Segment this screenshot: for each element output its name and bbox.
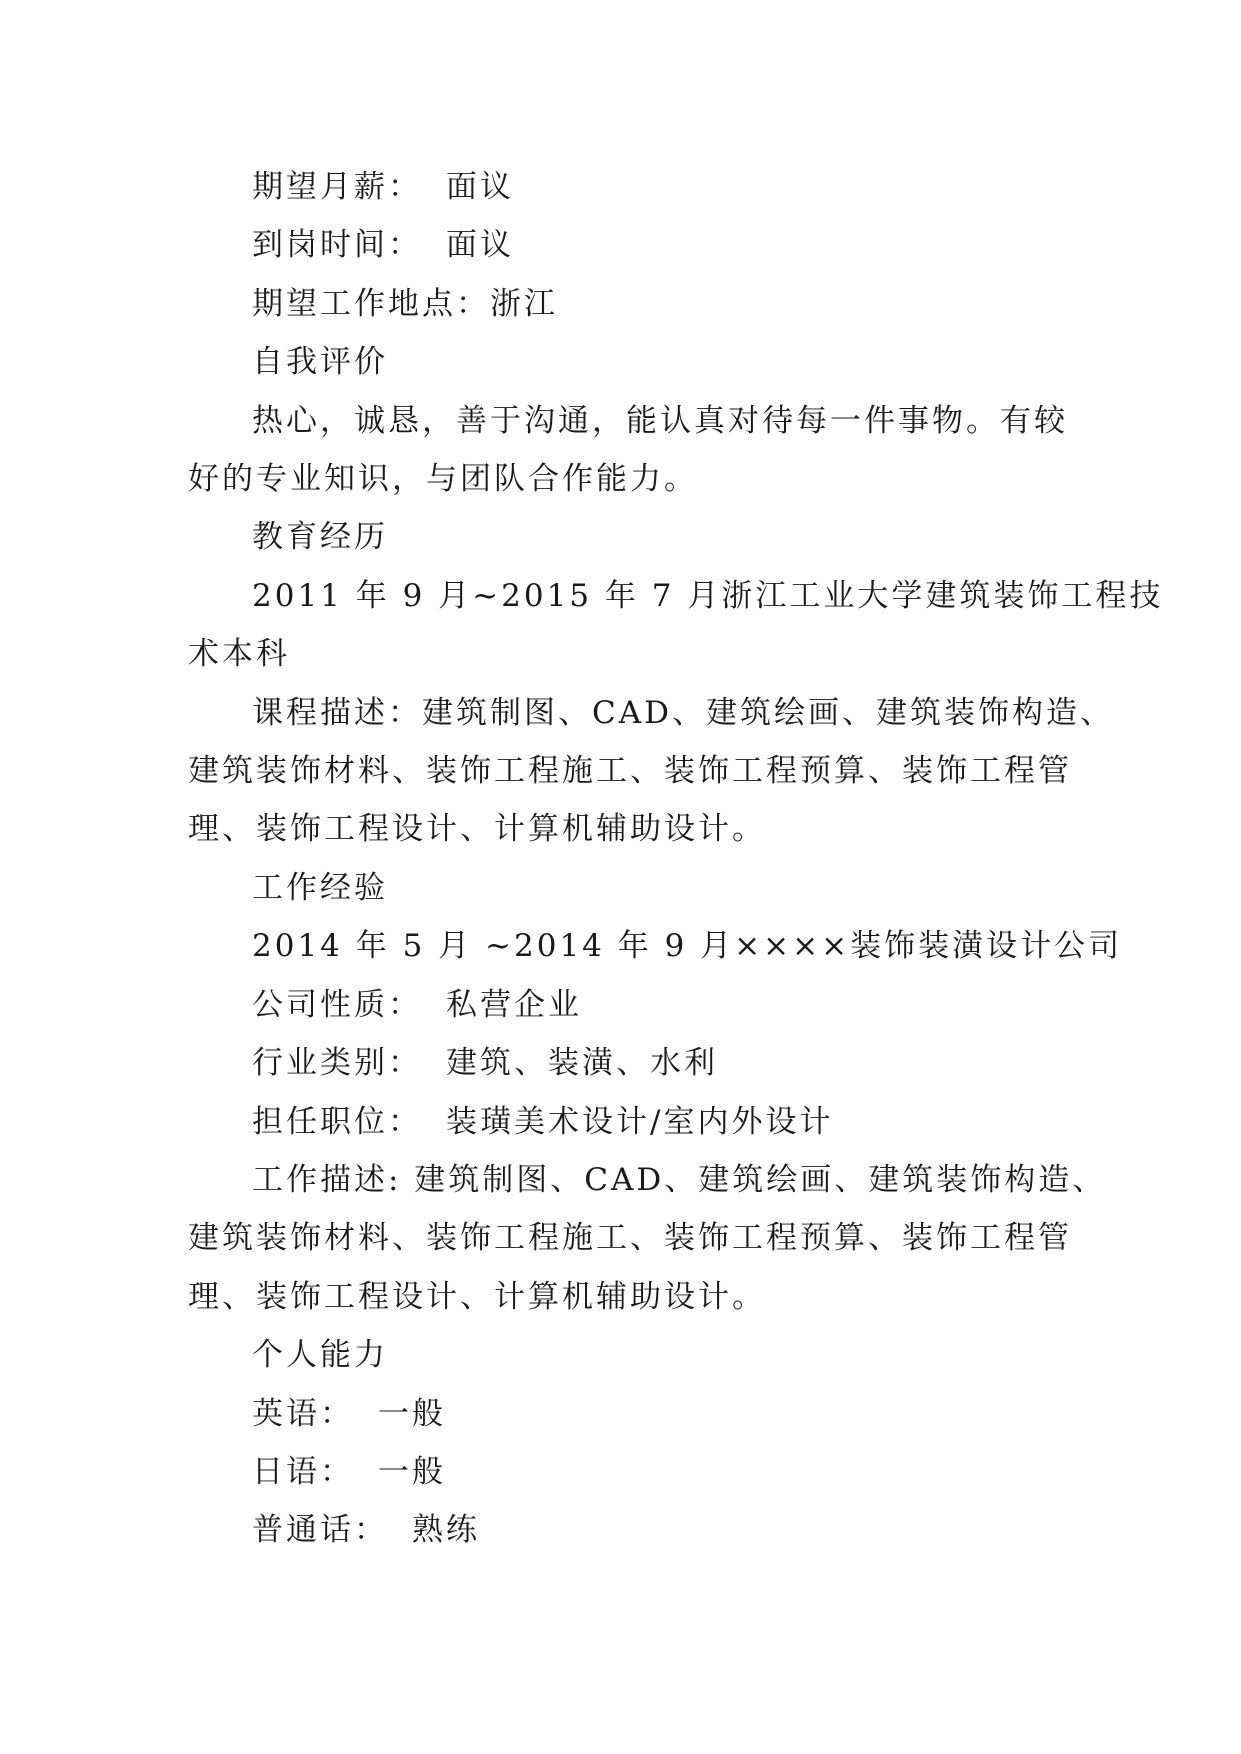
japanese-label: 日语： [252, 1453, 354, 1490]
start-time-value: 面议 [446, 227, 514, 264]
japanese-value: 一般 [378, 1453, 446, 1490]
education-heading: 教育经历 [252, 519, 388, 556]
education-entry-line: 术本科 [188, 636, 290, 673]
work-entry-line: 2014 年 5 月 ~2014 年 9 月××××装饰装潢设计公司 [252, 928, 1123, 965]
education-entry-line: 2011 年 9 月~2015 年 7 月浙江工业大学建筑装饰工程技 [252, 577, 1164, 614]
company-type-line [188, 976, 1058, 1034]
japanese-line [188, 1443, 1058, 1501]
self-evaluation-text-line: 热心，诚恳，善于沟通，能认真对待每一件事物。有较 [252, 402, 1068, 439]
expected-salary-label: 期望月薪： [252, 169, 422, 205]
expected-location-line [188, 275, 1058, 333]
start-time-label: 到岗时间： [252, 227, 422, 264]
resume-content [188, 158, 1164, 1560]
english-value: 一般 [378, 1395, 446, 1432]
industry-value: 建筑、装潢、水利 [446, 1045, 718, 1082]
expected-location-label: 期望工作地点： [252, 285, 490, 322]
position-label: 担任职位： [252, 1103, 422, 1140]
course-description-line: 建筑装饰材料、装饰工程施工、装饰工程预算、装饰工程管 [188, 753, 1072, 790]
abilities-heading: 个人能力 [252, 1337, 388, 1374]
company-type-value: 私营企业 [446, 986, 582, 1023]
position-value: 装璜美术设计/室内外设计 [446, 1103, 834, 1140]
mandarin-line [188, 1501, 1058, 1559]
industry-label: 行业类别： [252, 1045, 422, 1082]
course-description-line: 课程描述：建筑制图、CAD、建筑绘画、建筑装饰构造、 [252, 694, 1114, 731]
expected-salary-value: 面议 [446, 169, 514, 205]
course-description-line: 理、装饰工程设计、计算机辅助设计。 [188, 811, 766, 848]
english-label: 英语： [252, 1395, 354, 1432]
company-type-label: 公司性质： [252, 986, 422, 1023]
industry-line [188, 1034, 1058, 1092]
english-line [188, 1385, 1058, 1443]
start-time-line [188, 216, 1058, 274]
work-experience-heading: 工作经验 [252, 869, 388, 906]
expected-location-value: 浙江 [490, 285, 558, 322]
work-description-line: 理、装饰工程设计、计算机辅助设计。 [188, 1278, 766, 1315]
work-description-line: 工作描述: 建筑制图、CAD、建筑绘画、建筑装饰构造、 [252, 1161, 1107, 1198]
mandarin-value: 熟练 [412, 1512, 480, 1549]
self-evaluation-heading: 自我评价 [252, 344, 388, 381]
self-evaluation-text-line: 好的专业知识，与团队合作能力。 [188, 461, 698, 498]
position-line [188, 1093, 1058, 1151]
expected-salary-line [188, 158, 1058, 216]
work-description-line: 建筑装饰材料、装饰工程施工、装饰工程预算、装饰工程管 [188, 1220, 1072, 1257]
mandarin-label: 普通话： [252, 1512, 388, 1549]
